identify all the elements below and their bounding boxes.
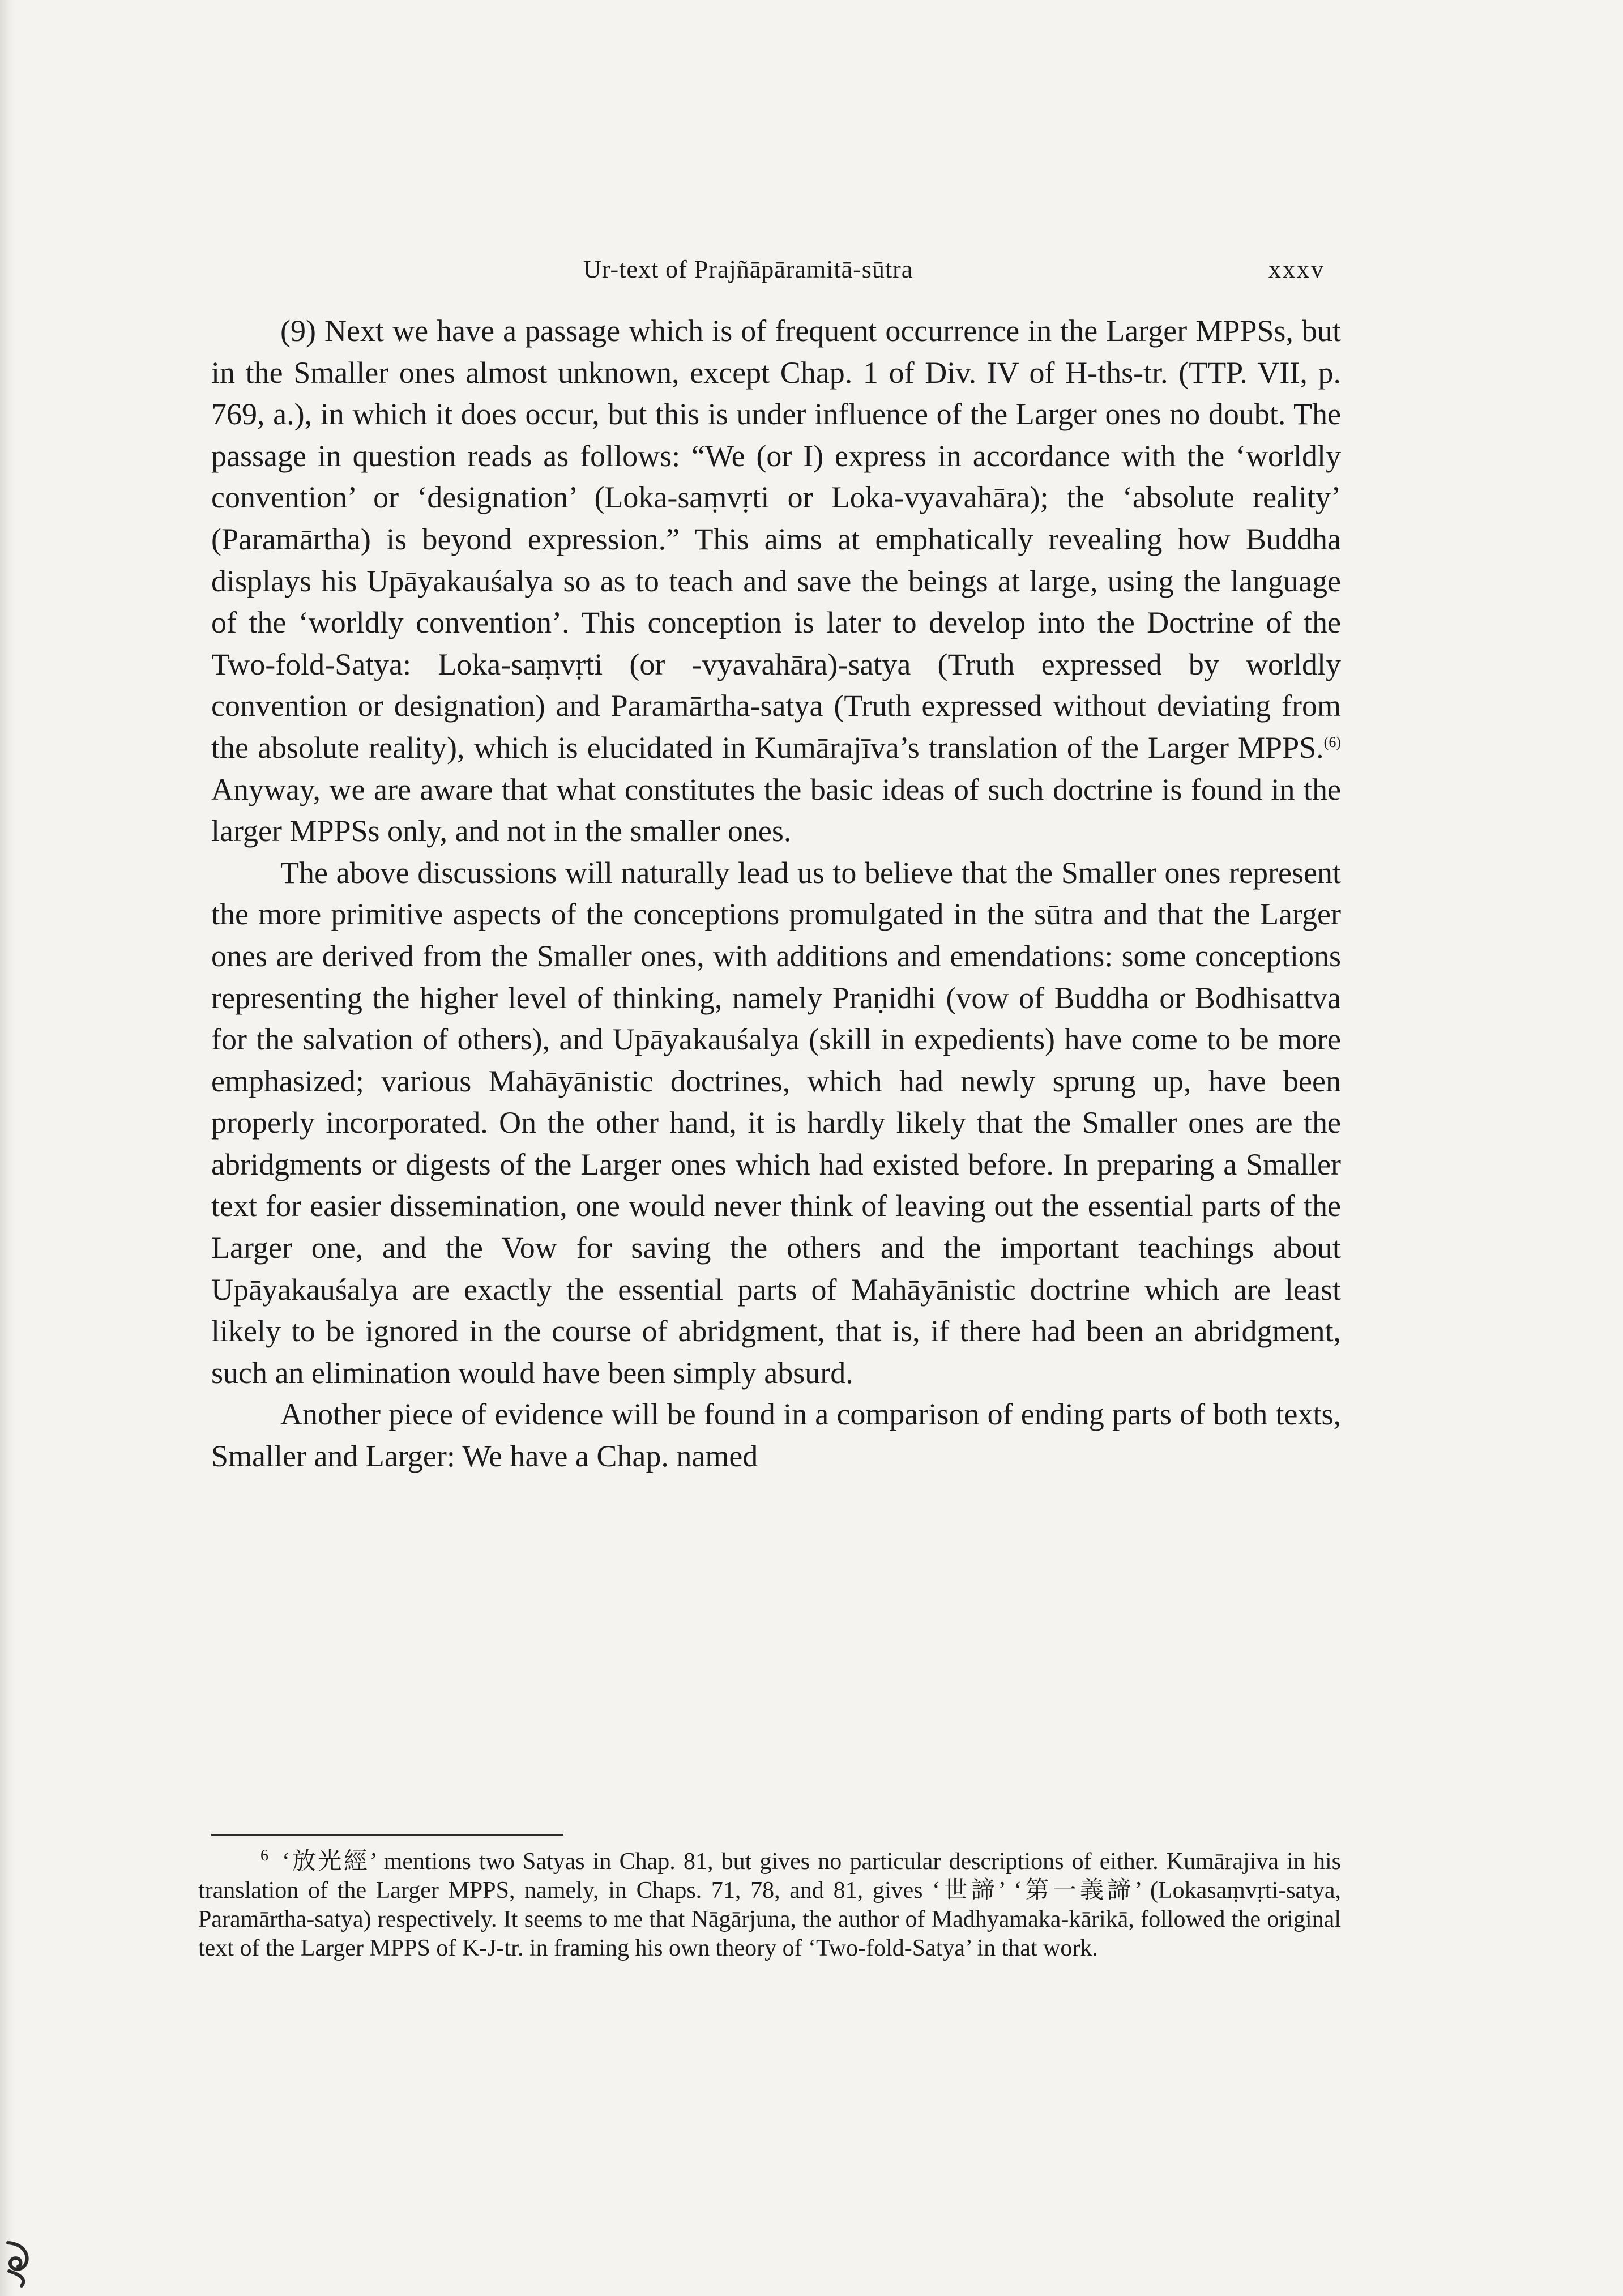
main-text [211, 310, 1341, 1478]
paragraph-1 [211, 310, 1341, 852]
footnote-number: 6 [260, 1847, 268, 1864]
page-header [215, 255, 1325, 295]
paragraph-1-continuation: Anyway, we are aware that what constitutes the basic ideas of such doctrine is found in the larger MPPSs only, and not in the smaller ones. [211, 772, 1341, 848]
footnote-reference-6: (6) [1323, 733, 1341, 750]
footnote-text: ‘放光經’ mentions two Satyas in Chap. 81, but gives no particular descriptions of either. Kumārajiva in his translation of the Larger MPPS, namely, in Chaps. 71, 78, and 81, gives ‘世諦’ ‘第一義諦’ (Lokasaṃvṛti-satya, Paramārtha-satya) respectively. It seems to me that Nāgārjuna, the author of Madhyamaka-kārikā, followed the original text of the Larger MPPS of K-J-tr. in framing his own theory of ‘Two-fold-Satya’ in that work. [198, 1849, 1341, 1961]
page-number: xxxv [1268, 255, 1325, 283]
footnote-6 [198, 1847, 1341, 1963]
paragraph-1-text: (9) Next we have a passage which is of frequent occurrence in the Larger MPPSs, but in the Smaller ones almost unknown, except Chap. 1 of Div. IV of H-ths-tr. (TTP. VII, p. 769, a.), in which it does occur, but this is under influence of the Larger ones no doubt. The passage in question reads as follows: “We (or I) express in accordance with the ‘worldly convention’ or ‘designation’ (Loka-saṃvṛti or Loka-vyavahāra); the ‘absolute reality’ (Paramārtha) is beyond expression.” This aims at emphatically revealing how Buddha displays his Upāyakauśalya so as to teach and save the beings at large, using the language of the ‘worldly convention’. This conception is later to develop into the Doctrine of the Two-fold-Satya: Loka-saṃvṛti (or -vyavahāra)-satya (Truth expressed by worldly convention or designation) and Paramārtha-satya (Truth expressed without deviating from the absolute reality), which is elucidated in Kumārajīva’s translation of the Larger MPPS. [211, 314, 1341, 765]
library-seal-icon [5, 2237, 39, 2288]
scan-edge-shadow [0, 0, 16, 2296]
paragraph-3: Another piece of evidence will be found in a comparison of ending parts of both texts, Smaller and Larger: We have a Chap. named [211, 1397, 1341, 1474]
footnote-divider [211, 1834, 563, 1836]
paragraph-2: The above discussions will naturally lead us to believe that the Smaller ones represent the more primitive aspects of the conceptions promulgated in the sūtra and that the Larger ones are derived from the Smaller ones, with additions and emendations: some conceptions representing the higher level of thinking, namely Praṇidhi (vow of Buddha or Bodhisattva for the salvation of others), and Upāyakauśalya (skill in expedients) have come to be more emphasized; various Mahāyānistic doctrines, which had newly sprung up, have been properly incorporated. On the other hand, it is hardly likely that the Smaller ones are the abridgments or digests of the Larger ones which had existed before. In preparing a Smaller text for easier dissemination, one would never think of leaving out the essential parts of the Larger one, and the Vow for saving the others and the important teachings about Upāyakauśalya are exactly the essential parts of Mahāyānistic doctrine which are least likely to be ignored in the course of abridgment, that is, if there had been an abridgment, such an elimination would have been simply absurd. [211, 855, 1341, 1390]
running-title: Ur-text of Prajñāpāramitā-sūtra [583, 255, 913, 283]
